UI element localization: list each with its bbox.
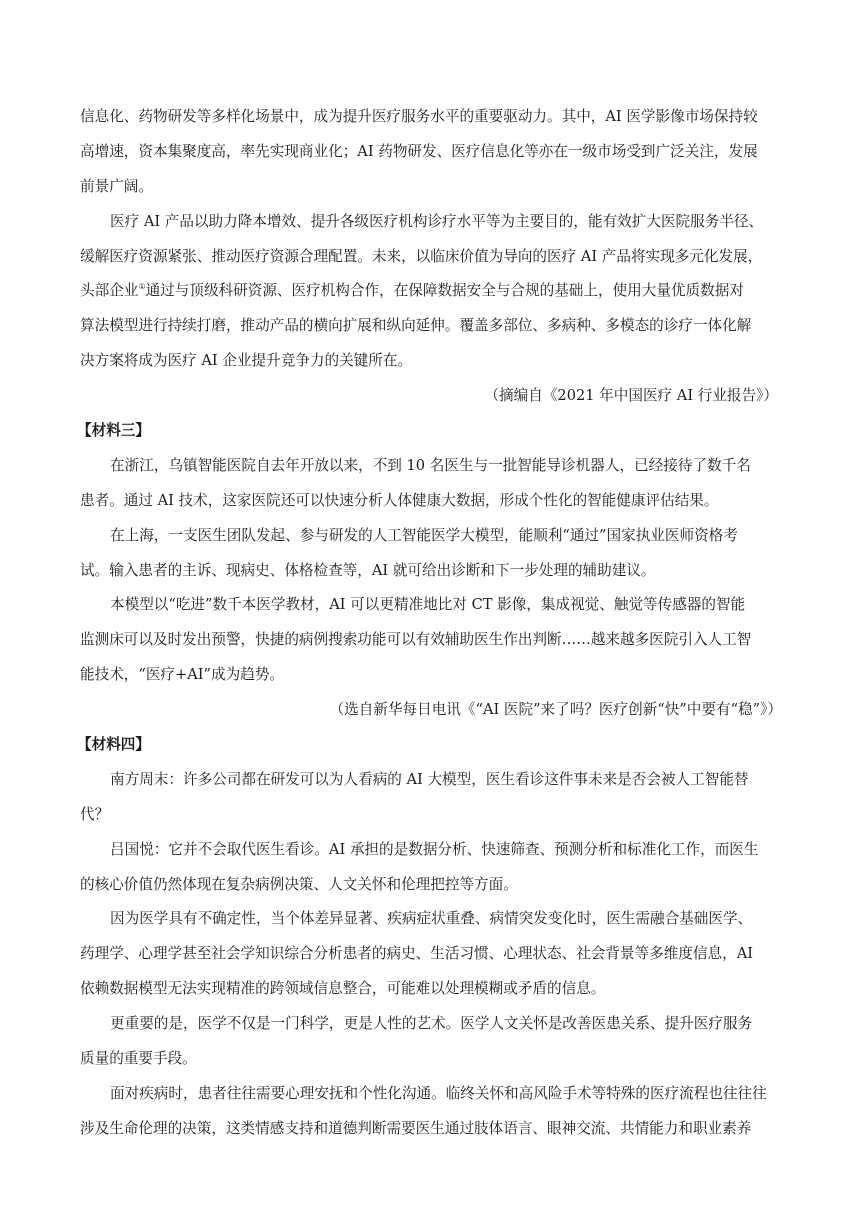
footnote-marker: ① [138, 282, 146, 292]
text-line: 决方案将成为医疗 AI 企业提升竞争力的关键所在。 [80, 352, 413, 370]
text-line: 在上海，一支医生团队发起、参与研发的人工智能医学大模型，能顺利“通过”国家执业医师资格考 [110, 526, 738, 544]
text-line: 试。输入患者的主诉、现病史、体格检查等，AI 就可给出诊断和下一步处理的辅助建议。 [80, 561, 656, 579]
material-4-heading: 【材料四】 [77, 736, 150, 754]
material-3-paragraph-2 [80, 519, 796, 589]
paragraph-ai-market [80, 100, 796, 205]
material-3-paragraph-3 [80, 588, 796, 693]
text-line: 能技术，“医疗+AI”成为趋势。 [80, 666, 284, 684]
material-4-paragraph-2 [80, 833, 796, 903]
text-line: 代？ [80, 805, 110, 823]
text-fragment: 通过与顶级科研资源、医疗机构合作，在保障数据安全与合规的基础上，使用大量优质数据对 [145, 282, 744, 300]
paragraph-ai-products [80, 205, 796, 379]
text-line: 药理学、心理学甚至社会学知识综合分析患者的病史、生活习惯、心理状态、社会背景等多维度信息，AI [80, 945, 754, 963]
text-line: 医疗 AI 产品以助力降本增效、提升各级医疗机构诊疗水平等为主要目的，能有效扩大医院服务半径、 [110, 212, 764, 230]
text-line: 的核心价值仍然体现在复杂病例决策、人文关怀和伦理把控等方面。 [80, 875, 518, 893]
text-line: 更重要的是，医学不仅是一门科学，更是人性的艺术。医学人文关怀是改善医患关系、提升医疗服务 [110, 1015, 753, 1033]
text-line: 患者。通过 AI 技术，这家医院还可以快速分析人体健康大数据，形成个性化的智能健康评估结果。 [80, 491, 719, 509]
document-body [77, 100, 796, 1147]
material-4-paragraph-5 [80, 1077, 796, 1147]
material-4-paragraph-1 [80, 763, 796, 833]
text-line: 依赖数据模型无法实现精准的跨领域信息整合，可能难以处理模糊或矛盾的信息。 [80, 980, 606, 998]
material-4-paragraph-3 [80, 902, 796, 1007]
source-citation: （选自新华每日电讯《“AI 医院”来了吗？医疗创新“快”中要有“稳”》） [329, 701, 782, 719]
text-line: 在浙江，乌镇智能医院自去年开放以来，不到 10 名医生与一批智能导诊机器人，已经接待了数千名 [110, 456, 751, 474]
text-line: 前景广阔。 [80, 177, 153, 195]
text-line: 本模型以“吃进”数千本医学教材，AI 可以更精准地比对 CT 影像，集成视觉、触觉等传感器的智能 [110, 596, 746, 614]
text-line: 因为医学具有不确定性，当个体差异显著、疾病症状重叠、病情突发变化时，医生需融合基础医学、 [110, 910, 753, 928]
material-4-paragraph-4 [80, 1007, 796, 1077]
text-line: 吕国悦：它并不会取代医生看诊。AI 承担的是数据分析、快速筛查、预测分析和标准化工作，而医生 [110, 840, 759, 858]
text-line: 信息化、药物研发等多样化场景中，成为提升医疗服务水平的重要驱动力。其中，AI 医学影像市场保持较 [80, 108, 758, 125]
text-line: 面对疾病时，患者往往需要心理安抚和个性化沟通。临终关怀和高风险手术等特殊的医疗流程也往往往 [110, 1084, 767, 1102]
text-line: 南方周末：许多公司都在研发可以为人看病的 AI 大模型，医生看诊这件事未来是否会被人工智能替 [110, 770, 749, 788]
text-line: 监测床可以及时发出预警，快捷的病例搜索功能可以有效辅助医生作出判断……越来越多医院引入人工智 [80, 631, 752, 649]
text-line [80, 274, 796, 309]
material-3-paragraph-1 [80, 449, 796, 519]
text-line: 缓解医疗资源紧张、推动医疗资源合理配置。未来，以临床价值为导向的医疗 AI 产品将实现多元化发展， [80, 247, 763, 265]
source-citation: （摘编自《2021 年中国医疗 AI 行业报告》） [484, 387, 778, 405]
material-3-heading: 【材料三】 [77, 422, 150, 440]
text-line: 涉及生命伦理的决策，这类情感支持和道德判断需要医生通过肢体语言、眼神交流、共情能力和职业素养 [80, 1119, 752, 1137]
text-fragment: 头部企业 [80, 282, 139, 300]
text-line: 质量的重要手段。 [80, 1050, 197, 1068]
text-line: 高增速，资本集聚度高，率先实现商业化；AI 药物研发、医疗信息化等亦在一级市场受到广泛关注，发展 [80, 142, 758, 160]
text-line: 算法模型进行持续打磨，推动产品的横向扩展和纵向延伸。覆盖多部位、多病种、多模态的诊疗一体化解 [80, 317, 752, 335]
